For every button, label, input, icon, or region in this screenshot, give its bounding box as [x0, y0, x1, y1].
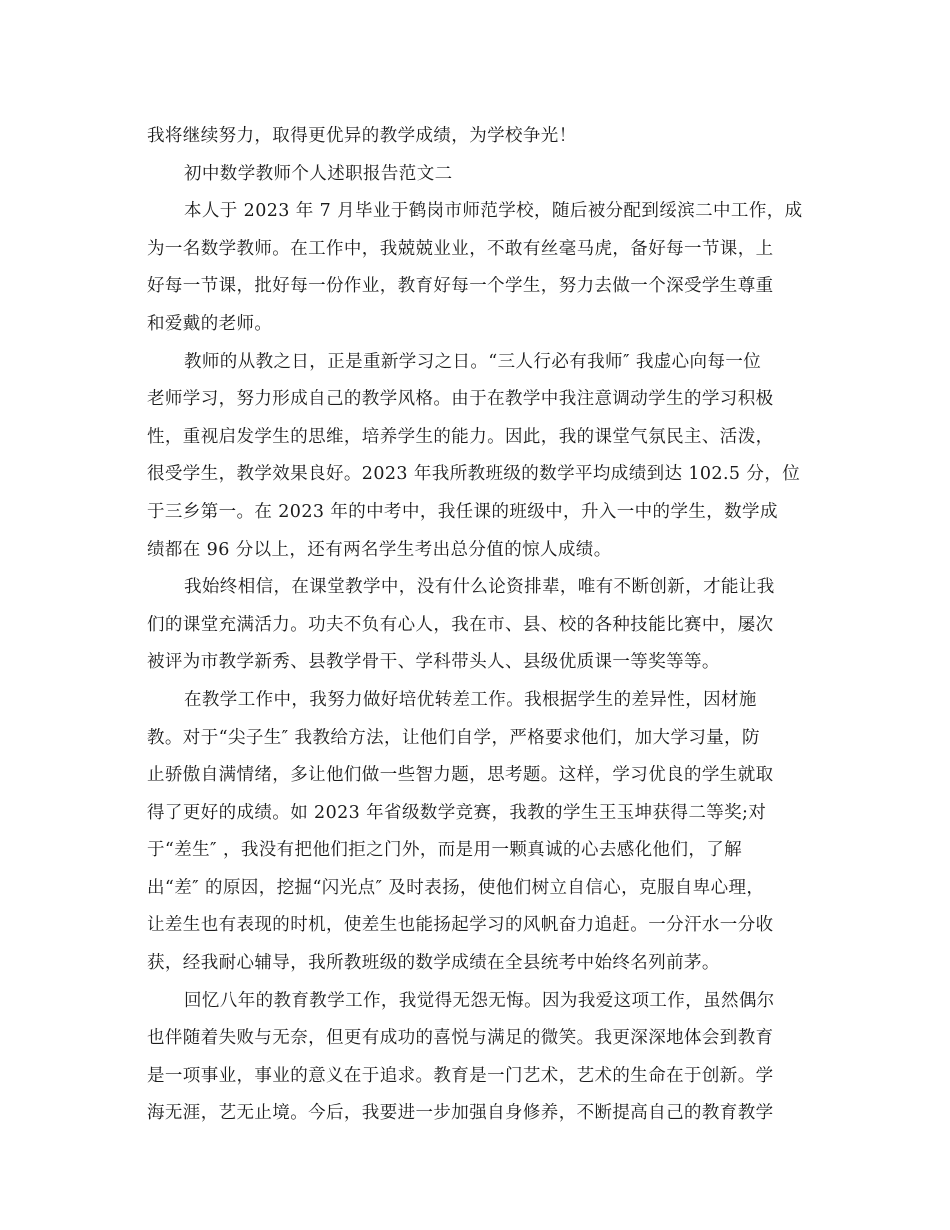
text-line: 在教学工作中，我努力做好培优转差工作。我根据学生的差异性，因材施: [184, 689, 757, 710]
text-line: 于三乡第一。在 2023 年的中考中，我任课的班级中，升入一中的学生，数学成: [147, 501, 778, 522]
text-line: 为一名数学教师。在工作中，我兢兢业业，不敢有丝毫马虎，备好每一节课，上: [147, 238, 774, 259]
text-line: 教师的从教之日，正是重新学习之日。“三人行必有我师″ 我虚心向每一位: [184, 351, 762, 372]
text-line: 性，重视启发学生的思维，培养学生的能力。因此，我的课堂气氛民主、活泼，: [147, 426, 774, 447]
text-line: 是一项事业，事业的意义在于追求。教育是一门艺术，艺术的生命在于创新。学: [147, 1065, 774, 1086]
text-line: 很受学生，教学效果良好。2023 年我所教班级的数学平均成绩到达 102.5 分，位: [147, 464, 801, 485]
section-title-text: 初中数学教师个人述职报告范文二: [184, 163, 453, 184]
text-line: 被评为市教学新秀、县教学骨干、学科带头人、县级优质课一等奖等等。: [147, 652, 720, 673]
paragraph-5: [147, 983, 809, 1133]
section-title: [147, 156, 809, 194]
text-line: 得了更好的成绩。如 2023 年省级数学竞赛，我教的学生王玉坤获得二等奖;对: [147, 802, 767, 823]
text-line: 绩都在 96 分以上，还有两名学生考出总分值的惊人成绩。: [147, 539, 612, 560]
paragraph-1: [147, 193, 809, 343]
text-line: 老师学习，努力形成自己的教学风格。由于在教学中我注意调动学生的学习积极: [147, 389, 774, 410]
text-line: 于“差生″ ，我没有把他们拒之门外，而是用一颗真诚的心去感化他们，了解: [147, 840, 743, 861]
document-body: [147, 118, 809, 1133]
paragraph-2: [147, 344, 809, 570]
text-line: 获，经我耐心辅导，我所教班级的数学成绩在全县统考中始终名列前茅。: [147, 953, 720, 974]
paragraph-4: [147, 682, 809, 983]
text-line: 回忆八年的教育教学工作，我觉得无怨无悔。因为我爱这项工作，虽然偶尔: [184, 990, 775, 1011]
text-line: 好每一节课，批好每一份作业，教育好每一个学生，努力去做一个深受学生尊重: [147, 276, 774, 297]
paragraph-intro-closing: [147, 118, 809, 156]
text-line: 教。对于“尖子生″ 我教给方法，让他们自学，严格要求他们，加大学习量，防: [147, 727, 760, 748]
text-line: 出“差″ 的原因，挖掘“闪光点″ 及时表扬，使他们树立自信心，克服自卑心理，: [147, 877, 765, 898]
paragraph-3: [147, 569, 809, 682]
text-line: 本人于 2023 年 7 月毕业于鹤岗市师范学校，随后被分配到绥滨二中工作，成: [184, 201, 803, 222]
text-line: 也伴随着失败与无奈，但更有成功的喜悦与满足的微笑。我更深深地体会到教育: [147, 1028, 774, 1049]
text-line: 我始终相信，在课堂教学中，没有什么论资排辈，唯有不断创新，才能让我: [184, 577, 775, 598]
text-line: 们的课堂充满活力。功夫不负有心人，我在市、县、校的各种技能比赛中，屡次: [147, 614, 774, 635]
text-line: 让差生也有表现的时机，使差生也能扬起学习的风帆奋力追赶。一分汗水一分收: [147, 915, 774, 936]
text-line: 海无涯，艺无止境。今后，我要进一步加强自身修养，不断提高自己的教育教学: [147, 1103, 774, 1124]
text-line: 和爱戴的老师。: [147, 313, 273, 334]
text-line: 我将继续努力，取得更优异的教学成绩，为学校争光！: [147, 126, 577, 146]
text-line: 止骄傲自满情绪，多让他们做一些智力题，思考题。这样，学习优良的学生就取: [147, 765, 774, 786]
